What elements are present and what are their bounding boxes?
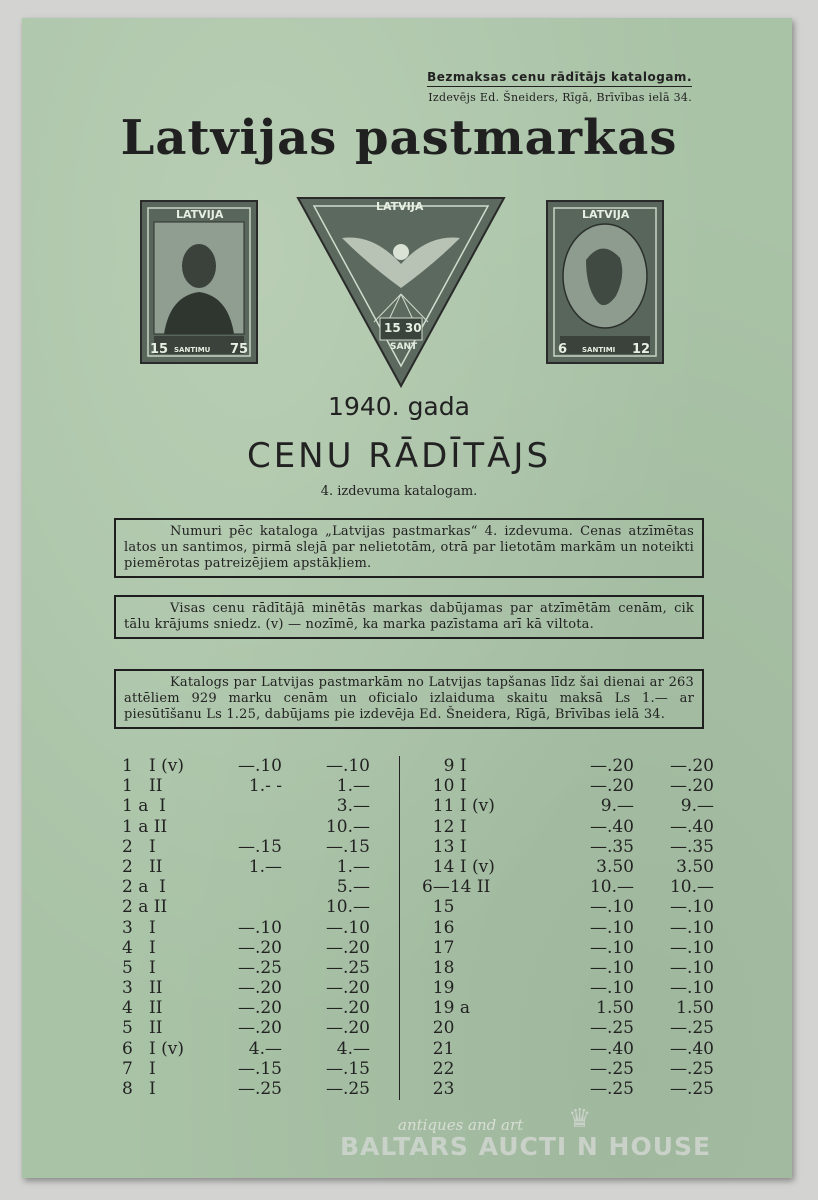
price-used: 10.— (325, 897, 370, 918)
page-title: Latvijas pastmarkas (120, 110, 678, 166)
catalog-number: 19 a (422, 998, 470, 1019)
catalog-page (22, 18, 792, 1178)
price-used: —.25 (669, 1058, 714, 1079)
price-unused: —.10 (589, 917, 634, 938)
table-row (122, 978, 382, 998)
catalog-number: 15 (422, 897, 455, 918)
catalog-number: 9 I (422, 756, 467, 776)
stamp1-value-left: 15 (150, 342, 169, 357)
price-used: 1.50 (676, 998, 714, 1019)
price-unused: —.40 (589, 1038, 634, 1059)
price-used: —.10 (669, 957, 714, 978)
catalog-number: 20 (422, 1018, 455, 1039)
price-used: 3.50 (676, 856, 714, 877)
price-unused: 1.- - (248, 776, 282, 797)
catalog-number: 22 (422, 1058, 455, 1079)
price-used: —.20 (325, 937, 370, 958)
price-used: —.25 (669, 1079, 714, 1099)
watermark-brand: BALTARS AUCTI N HOUSE (340, 1132, 712, 1161)
table-row (122, 1018, 382, 1038)
catalog-number: 8 I (122, 1079, 156, 1099)
price-used: —.25 (325, 1079, 370, 1099)
table-row (122, 877, 382, 897)
table-row (122, 918, 382, 938)
price-used: —.10 (669, 978, 714, 999)
table-row (422, 817, 722, 837)
price-unused: —.10 (589, 897, 634, 918)
price-unused: —.20 (589, 756, 634, 776)
catalog-number: 3 I (122, 917, 156, 938)
catalog-number: 5 II (122, 1018, 163, 1039)
stamp2-country: LATVIJA (376, 200, 424, 213)
table-row (122, 1039, 382, 1059)
stamp3-unit: SANTIMI (582, 346, 616, 354)
stamp2-unit: SANT (390, 342, 418, 352)
catalog-number: 5 I (122, 957, 156, 978)
table-row (422, 978, 722, 998)
price-used: 5.— (336, 877, 370, 898)
price-used: —.25 (325, 957, 370, 978)
price-used: —.10 (669, 917, 714, 938)
table-row (122, 958, 382, 978)
crown-icon: ♛ (568, 1104, 592, 1134)
table-row (422, 796, 722, 816)
price-unused: —.25 (589, 1018, 634, 1039)
catalog-number: 1 I (v) (122, 756, 185, 776)
table-row (122, 756, 382, 776)
catalog-number: 17 (422, 937, 455, 958)
catalog-number: 23 (422, 1079, 455, 1099)
table-row (122, 857, 382, 877)
table-row (122, 776, 382, 796)
stamp-portrait-left (140, 200, 258, 364)
stamp3-country: LATVIJA (582, 208, 630, 221)
publisher-block (427, 70, 692, 104)
price-used: 10.— (669, 877, 714, 898)
price-used: —.40 (669, 1038, 714, 1059)
catalog-number: 1 a I (122, 796, 166, 817)
catalog-number: 3 II (122, 978, 163, 999)
price-used: 9.— (680, 796, 714, 817)
price-used: —.10 (669, 897, 714, 918)
publisher-heading: Bezmaksas cenu rādītājs katalogam. (427, 70, 692, 87)
price-used: —.10 (325, 917, 370, 938)
price-unused: —.10 (237, 917, 282, 938)
stamp2-value: 15 30 (384, 321, 422, 335)
price-used: —.15 (325, 836, 370, 857)
table-row (422, 857, 722, 877)
table-row (122, 1079, 382, 1099)
price-unused: —.20 (237, 1018, 282, 1039)
publisher-address: Izdevējs Ed. Šneiders, Rīgā, Brīvības ielā 34. (428, 91, 692, 104)
price-unused: —.10 (589, 957, 634, 978)
price-unused: —.25 (589, 1058, 634, 1079)
table-row (122, 837, 382, 857)
price-used: —.20 (325, 998, 370, 1019)
price-unused: 9.— (600, 796, 634, 817)
year-line: 1940. gada (328, 392, 470, 421)
catalog-number: 12 I (422, 816, 467, 837)
catalog-number: 14 I (v) (422, 856, 495, 877)
notice-box-2: Visas cenu rādītājā minētās markas dabūjamas par atzīmētām cenām, cik tālu krājums sniedz. (v) — nozīmē, ka marka pazīstama arī kā viltota. (114, 595, 704, 639)
price-used: —.20 (669, 776, 714, 797)
stamp-triangle-eagle (294, 194, 508, 390)
table-row (422, 998, 722, 1018)
stamp3-value-left: 6 (558, 342, 568, 357)
price-unused: —.10 (589, 978, 634, 999)
catalog-number: 2 II (122, 856, 163, 877)
catalog-number: 7 I (122, 1058, 156, 1079)
headline: CENU RĀDĪTĀJS (246, 436, 552, 476)
table-row (422, 938, 722, 958)
stamp-portrait-right (546, 200, 664, 364)
watermark-tagline: antiques and art (398, 1116, 524, 1134)
stamp1-country: LATVIJA (176, 208, 224, 221)
table-row (122, 998, 382, 1018)
price-unused: —.15 (237, 836, 282, 857)
price-unused: 1.— (248, 856, 282, 877)
table-row (422, 756, 722, 776)
stamp3-value-right: 12 (632, 342, 651, 357)
catalog-number: 4 I (122, 937, 156, 958)
catalog-number: 19 (422, 978, 455, 999)
column-divider (399, 756, 400, 1100)
catalog-number: 2 a II (122, 897, 168, 918)
price-unused: 10.— (589, 877, 634, 898)
table-row (422, 1039, 722, 1059)
price-used: —.10 (669, 937, 714, 958)
price-used: 1.— (336, 776, 370, 797)
stamp-triangle-image (294, 194, 508, 390)
price-used: —.15 (325, 1058, 370, 1079)
catalog-number: 1 II (122, 776, 163, 797)
price-unused: —.25 (589, 1079, 634, 1099)
catalog-number: 18 (422, 957, 455, 978)
price-unused: 1.50 (596, 998, 634, 1019)
price-used: —.35 (669, 836, 714, 857)
notice-box-1: Numuri pēc kataloga „Latvijas pastmarkas“ 4. izdevuma. Cenas atzīmētas latos un santimos, pirmā slejā par nelietotām, otrā par lietotām markām un noteikti piemērotas patreizējiem apstākļiem. (114, 518, 704, 578)
price-table-right (422, 756, 722, 1099)
table-row (122, 817, 382, 837)
price-unused: —.40 (589, 816, 634, 837)
price-unused: 3.50 (596, 856, 634, 877)
table-row (422, 776, 722, 796)
price-used: 4.— (336, 1038, 370, 1059)
price-table-left (122, 756, 382, 1099)
table-row (422, 877, 722, 897)
catalog-number: 10 I (422, 776, 467, 797)
edition-line: 4. izdevuma katalogam. (320, 484, 478, 499)
notice-box-3: Katalogs par Latvijas pastmarkām no Latvijas tapšanas līdz šai dienai ar 263 attēliem 929 marku cenām un oficialo izlaiduma skaitu maksā Ls 1.— ar piesūtīšanu Ls 1.25, dabūjams pie izdevēja Ed. Šneidera, Rīgā, Brīvības ielā 34. (114, 669, 704, 729)
stamp1-unit: SANTIMU (174, 346, 211, 354)
table-row (422, 1059, 722, 1079)
catalog-number: 1 a II (122, 816, 168, 837)
price-unused: 4.— (248, 1038, 282, 1059)
price-used: —.40 (669, 816, 714, 837)
table-row (122, 938, 382, 958)
catalog-number: 6 I (v) (122, 1038, 185, 1059)
catalog-number: 21 (422, 1038, 455, 1059)
catalog-number: 4 II (122, 998, 163, 1019)
catalog-number: 16 (422, 917, 455, 938)
table-row (422, 918, 722, 938)
price-unused: —.25 (237, 957, 282, 978)
price-used: 1.— (336, 856, 370, 877)
price-used: —.20 (325, 978, 370, 999)
price-unused: —.10 (237, 756, 282, 776)
table-row (122, 1059, 382, 1079)
catalog-number: 11 I (v) (422, 796, 495, 817)
stamp1-value-right: 75 (230, 342, 249, 357)
table-row (422, 1018, 722, 1038)
catalog-number: 6—14 II (422, 877, 491, 898)
price-unused: —.20 (237, 998, 282, 1019)
table-row (122, 796, 382, 816)
catalog-number: 13 I (422, 836, 467, 857)
price-used: —.20 (325, 1018, 370, 1039)
table-row (422, 837, 722, 857)
price-unused: —.25 (237, 1079, 282, 1099)
price-used: 10.— (325, 816, 370, 837)
catalog-number: 2 I (122, 836, 156, 857)
price-used: —.25 (669, 1018, 714, 1039)
price-used: 3.— (336, 796, 370, 817)
price-used: —.10 (325, 756, 370, 776)
price-unused: —.35 (589, 836, 634, 857)
stamp-portrait-left-image (140, 200, 258, 364)
price-used: —.20 (669, 756, 714, 776)
price-unused: —.10 (589, 937, 634, 958)
table-row (422, 897, 722, 917)
price-unused: —.20 (237, 937, 282, 958)
table-row (422, 1079, 722, 1099)
price-unused: —.15 (237, 1058, 282, 1079)
catalog-number: 2 a I (122, 877, 166, 898)
stamp-portrait-right-image (546, 200, 664, 364)
table-row (422, 958, 722, 978)
price-unused: —.20 (589, 776, 634, 797)
price-unused: —.20 (237, 978, 282, 999)
table-row (122, 897, 382, 917)
